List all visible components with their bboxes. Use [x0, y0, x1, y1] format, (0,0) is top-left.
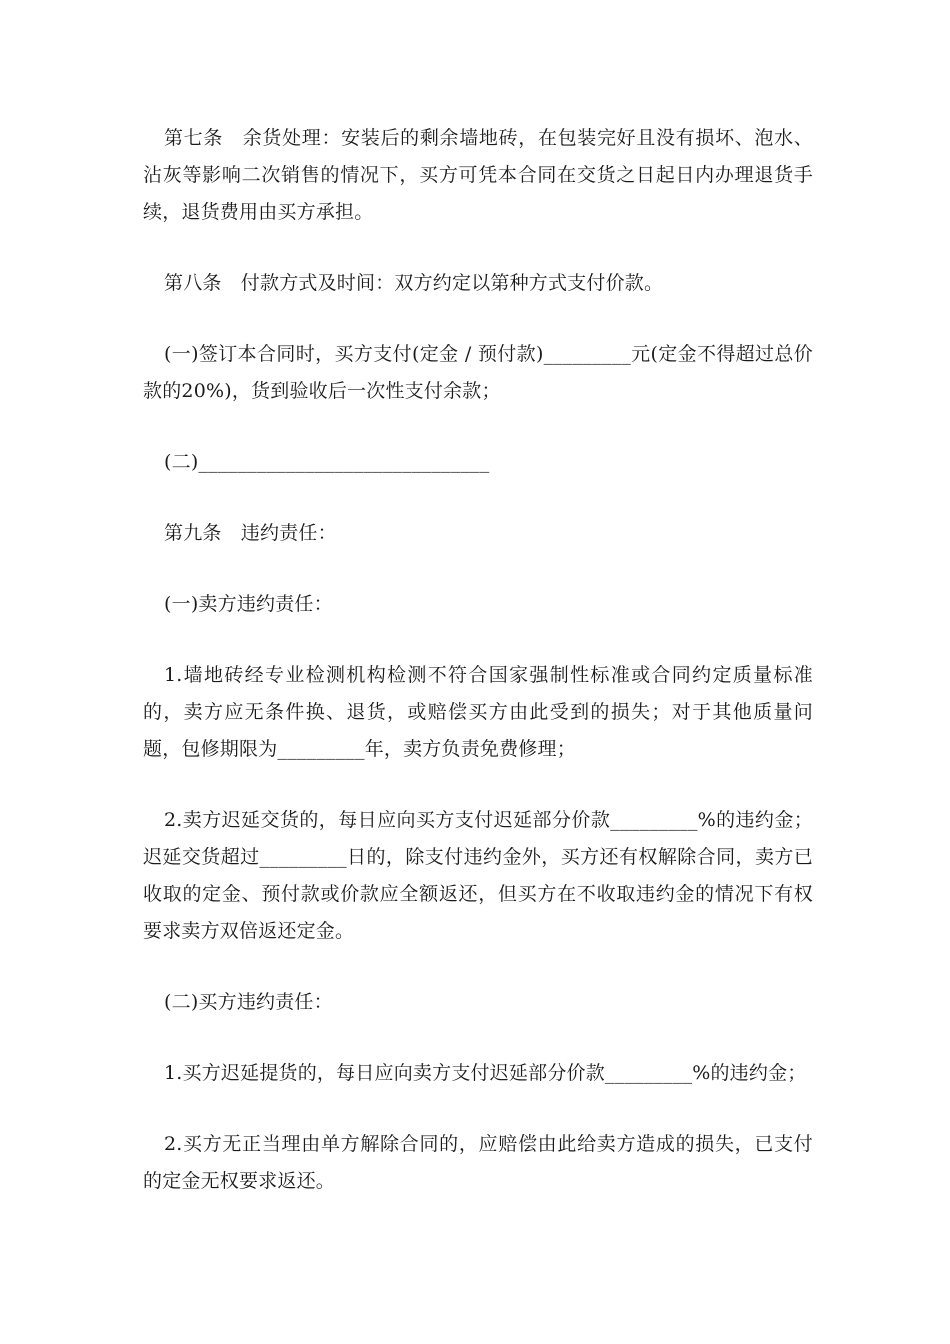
seller-liability-heading: (一)卖方违约责任： [164, 593, 333, 615]
clause-8-payment-method: 第八条 付款方式及时间：双方约定以第种方式支付价款。 [164, 272, 664, 294]
payment-option-2: (二)______________________________ [164, 451, 490, 473]
buyer-liability-heading: (二)买方违约责任： [164, 991, 333, 1013]
payment-option-1: (一)签订本合同时，买方支付(定金 / 预付款)_________元(定金不得超过总价款的20%)，货到验收后一次性支付余款； [143, 343, 813, 402]
clause-7-surplus-goods: 第七条 余货处理：安装后的剩余墙地砖，在包装完好且没有损坏、泡水、沾灰等影响二次销售的情况下，买方可凭本合同在交货之日起日内办理退货手续，退货费用由买方承担。 [143, 127, 813, 223]
buyer-liability-item-2: 2.买方无正当理由单方解除合同的，应赔偿由此给卖方造成的损失，已支付的定金无权要求返还。 [143, 1133, 813, 1192]
seller-liability-item-1: 1.墙地砖经专业检测机构检测不符合国家强制性标准或合同约定质量标准的，卖方应无条件换、退货，或赔偿买方由此受到的损失；对于其他质量问题，包修期限为_________年，卖方负责免费修理； [143, 664, 813, 760]
seller-liability-item-2: 2.卖方迟延交货的，每日应向买方支付迟延部分价款_________%的违约金；迟延交货超过_________日的，除支付违约金外，买方还有权解除合同，卖方已收取的定金、预付款或价款应全额返还，但买方在不收取违约金的情况下有权要求卖方双倍返还定金。 [143, 809, 813, 942]
clause-9-liability: 第九条 违约责任： [164, 522, 337, 544]
buyer-liability-item-1: 1.买方迟延提货的，每日应向卖方支付迟延部分价款_________%的违约金； [164, 1062, 807, 1084]
document-body [143, 120, 813, 1200]
